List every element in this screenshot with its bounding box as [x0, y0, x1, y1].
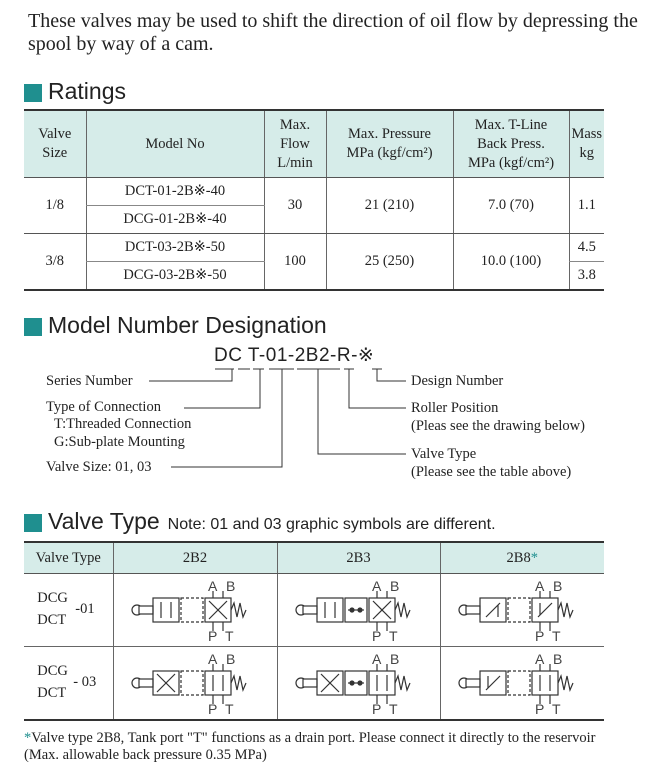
- svg-text:T: T: [552, 701, 561, 714]
- header-model-no: Model No: [86, 110, 264, 178]
- cell-pressure: 25 (250): [326, 234, 453, 291]
- model-code: DC T-01-2B2-R-※: [214, 345, 375, 366]
- footnote-asterisk: *: [24, 730, 32, 746]
- symbol-2b2-03: [113, 647, 277, 721]
- header-valve-size: Valve Size: [24, 110, 86, 178]
- label-design-number: Design Number: [411, 373, 504, 389]
- model-designation-diagram: [24, 342, 624, 482]
- cell-model: DCG-01-2B※-40: [86, 206, 264, 234]
- cell-mass: 3.8: [569, 262, 604, 291]
- label-roller-position: Roller Position: [411, 400, 499, 416]
- svg-text:T: T: [388, 701, 398, 714]
- svg-text:A: A: [535, 652, 545, 667]
- cell-mass: 1.1: [569, 178, 604, 234]
- header-max-flow: Max. Flow L/min: [264, 110, 326, 178]
- cell-model: DCG-03-2B※-50: [86, 262, 264, 291]
- asterisk: *: [530, 549, 538, 566]
- cell-size: 1/8: [24, 178, 86, 234]
- symbol-2b2-01: [113, 574, 277, 647]
- svg-text:B: B: [553, 652, 563, 667]
- svg-text:A: A: [371, 652, 381, 667]
- svg-text:P: P: [208, 701, 218, 714]
- symbol-2b8-01: [440, 574, 604, 647]
- svg-text:P: P: [371, 628, 381, 641]
- header-valve-type: Valve Type: [24, 542, 113, 574]
- header-type-2b2: 2B2: [113, 542, 277, 574]
- symbol-2b8-03: [440, 647, 604, 721]
- valve-type-note: Note: 01 and 03 graphic symbols are different.: [167, 516, 496, 533]
- header-max-pressure: Max. Pressure MPa (kgf/cm²): [326, 110, 453, 178]
- valve-type-table: [24, 541, 604, 721]
- symbol-2b3-03: [277, 647, 440, 721]
- valve-symbol-2b8-01: [452, 579, 592, 641]
- footnote: [24, 730, 624, 764]
- svg-text:A: A: [535, 579, 545, 594]
- header-type-2b3: 2B3: [277, 542, 440, 574]
- label-subplate: G:Sub-plate Mounting: [54, 434, 185, 450]
- section-marker: [24, 84, 42, 102]
- svg-text:A: A: [371, 579, 381, 594]
- valve-symbol-2b8-03: [452, 652, 592, 714]
- label-valve-type: Valve Type: [411, 446, 477, 462]
- svg-text:A: A: [208, 652, 218, 667]
- svg-text:B: B: [389, 579, 399, 594]
- svg-text:B: B: [226, 652, 236, 667]
- svg-text:T: T: [225, 701, 234, 714]
- svg-text:P: P: [535, 628, 545, 641]
- valve-symbol-2b3-03: [289, 652, 429, 714]
- label-connection-type: Type of Connection: [46, 399, 161, 415]
- label-roller-note: (Pleas see the drawing below): [411, 418, 585, 434]
- label-valve-type-note: (Please see the table above): [411, 464, 572, 480]
- valve-type-title: Valve Type Note: 01 and 03 graphic symbols are different.: [48, 508, 496, 534]
- cell-tline: 10.0 (100): [453, 234, 569, 291]
- svg-text:P: P: [535, 701, 545, 714]
- svg-text:T: T: [388, 628, 398, 641]
- footnote-text: Valve type 2B8, Tank port "T" functions as a drain port. Please connect it directly to the reservoir (Max. allowable back pressure 0.35 MPa): [24, 730, 596, 763]
- cell-model: DCT-01-2B※-40: [86, 178, 264, 206]
- svg-text:P: P: [371, 701, 381, 714]
- cell-pressure: 21 (210): [326, 178, 453, 234]
- label-valve-size: Valve Size: 01, 03: [46, 459, 152, 475]
- model-designation-title: Model Number Designation: [48, 312, 327, 338]
- svg-text:B: B: [226, 579, 236, 594]
- valve-symbol-2b2-03: [125, 652, 265, 714]
- svg-text:B: B: [553, 579, 563, 594]
- cell-mass: 4.5: [569, 234, 604, 262]
- header-mass: Mass kg: [569, 110, 604, 178]
- svg-text:P: P: [208, 628, 218, 641]
- svg-text:B: B: [389, 652, 399, 667]
- valve-symbol-2b2-01: [125, 579, 265, 641]
- cell-flow: 100: [264, 234, 326, 291]
- cell-flow: 30: [264, 178, 326, 234]
- ratings-title: Ratings: [48, 78, 126, 104]
- section-marker: [24, 514, 42, 532]
- cell-size: 3/8: [24, 234, 86, 291]
- cell-model: DCT-03-2B※-50: [86, 234, 264, 262]
- section-marker: [24, 318, 42, 336]
- row-label-01: DCG DCT -01: [24, 574, 113, 647]
- label-series-number: Series Number: [46, 373, 133, 389]
- row-label-03: DCG DCT - 03: [24, 647, 113, 721]
- svg-text:T: T: [225, 628, 234, 641]
- symbol-2b3-01: [277, 574, 440, 647]
- header-tline-pressure: Max. T-Line Back Press. MPa (kgf/cm²): [453, 110, 569, 178]
- cell-tline: 7.0 (70): [453, 178, 569, 234]
- svg-text:A: A: [208, 579, 218, 594]
- label-threaded: T:Threaded Connection: [54, 416, 192, 432]
- valve-symbol-2b3-01: [289, 579, 429, 641]
- intro-text: These valves may be used to shift the direction of oil flow by depressing the spool by way of a cam.: [28, 10, 638, 55]
- header-type-2b8: 2B8*: [440, 542, 604, 574]
- svg-text:T: T: [552, 628, 561, 641]
- ratings-table: [24, 109, 604, 291]
